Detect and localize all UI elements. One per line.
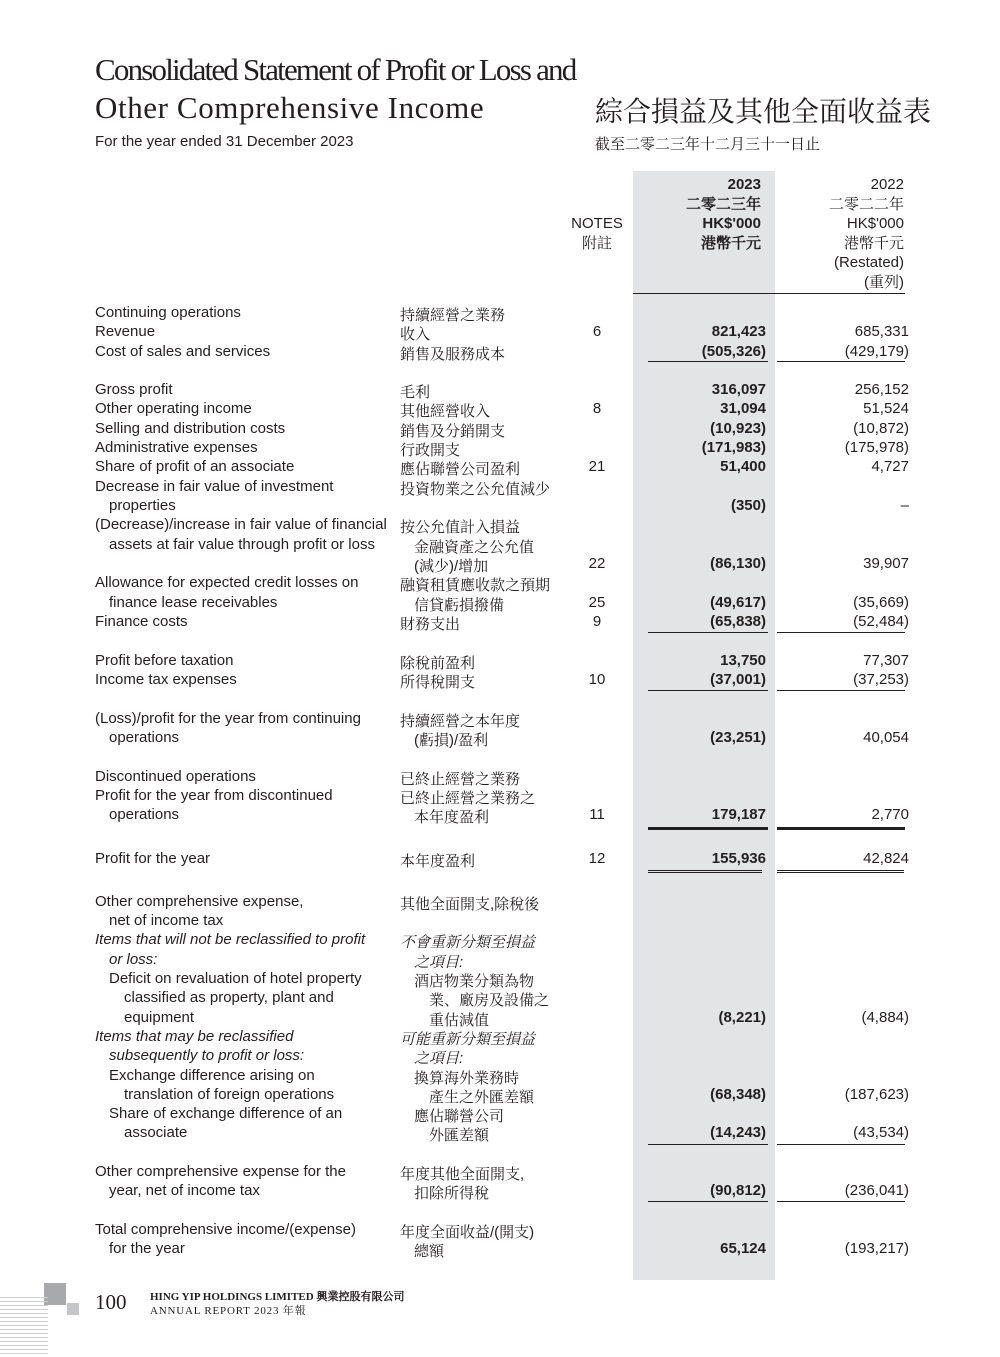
line-item-en: Continuing operations [95,304,241,321]
restated-label: (Restated) [833,254,904,271]
line-item-en: Other comprehensive expense, [95,893,304,910]
value-2023: (10,923) [710,420,766,437]
line-item-zh: 其他經營收入 [400,403,491,420]
value-2022: 77,307 [863,652,909,669]
line-item-zh: 產生之外匯差額 [429,1089,535,1106]
line-item-zh: 可能重新分類至損益 [400,1031,536,1048]
value-2023: 31,094 [720,400,766,417]
line-item-en: finance lease receivables [109,594,278,611]
line-item-en: translation of foreign operations [124,1086,335,1103]
line-item-en: Exchange difference arising on [109,1067,315,1084]
value-2022: 2,770 [871,806,909,823]
line-item-zh: 酒店物業分類為物 [414,973,535,990]
year-2022: 2022 [870,176,904,193]
subtotal-rule-2023 [648,1144,768,1145]
line-item-en: Items that may be reclassified [95,1028,294,1045]
line-item-en: Discontinued operations [95,768,256,785]
line-item-en: (Loss)/profit for the year from continuing [95,710,361,727]
line-item-en: Gross profit [95,381,173,398]
value-2023: 51,400 [720,458,766,475]
restated-label-zh: (重列) [864,273,904,291]
line-item-zh: 毛利 [400,384,431,401]
line-item-en: Cost of sales and services [95,343,271,360]
line-item-en: operations [109,729,180,746]
note-ref: 6 [592,323,602,340]
value-2022: 39,907 [863,555,909,572]
value-2022: (236,041) [844,1182,909,1199]
line-item-zh: 財務支出 [400,616,461,633]
line-item-en: Profit before taxation [95,652,234,669]
line-item-en: Share of profit of an associate [95,458,295,475]
line-item-zh: 應佔聯營公司 [414,1108,505,1125]
value-2023: 316,097 [711,381,766,398]
line-item-en: Profit for the year [95,850,211,867]
thick-rule-2022 [777,827,905,830]
line-item-en: net of income tax [109,912,224,929]
line-item-zh: 其他全面開支,除稅後 [400,896,540,913]
value-2022: (35,669) [853,594,909,611]
title-zh: 綜合損益及其他全面收益表 [595,95,932,128]
line-item-zh: 持續經營之業務 [400,307,506,324]
line-item-zh: 不會重新分類至損益 [400,934,536,951]
line-item-en: classified as property, plant and [124,989,334,1006]
subtotal-rule-2023 [648,632,768,633]
year-2023: 2023 [727,176,761,193]
line-item-zh: 銷售及服務成本 [400,346,506,363]
value-2022: (37,253) [853,671,909,688]
line-item-zh: (減少)/增加 [414,558,489,575]
line-item-zh: 之項目: [414,1050,464,1067]
value-2023: (86,130) [710,555,766,572]
line-item-zh: 金融資產之公允值 [414,539,535,556]
total-double-rule-2022 [777,870,904,873]
line-item-en: associate [124,1124,188,1141]
line-item-zh: 換算海外業務時 [414,1070,520,1087]
line-item-zh: 信貸虧損撥備 [414,597,505,614]
line-item-zh: 重估減值 [429,1012,490,1029]
value-2023: (23,251) [710,729,766,746]
value-2022: – [900,497,909,514]
value-2023: (8,221) [718,1009,766,1026]
line-item-en: Income tax expenses [95,671,237,688]
line-item-en: Finance costs [95,613,188,630]
footer-square-light [67,1303,79,1315]
note-ref: 8 [592,400,602,417]
currency-2022-zh: 港幣千元 [843,234,904,252]
value-2023: (90,812) [710,1182,766,1199]
subtotal-rule-2022 [777,632,905,633]
line-item-zh: 本年度盈利 [414,809,490,826]
line-item-zh: 年度其他全面開支, [400,1166,525,1183]
line-item-zh: 扣除所得稅 [414,1185,490,1202]
line-item-en: Total comprehensive income/(expense) [95,1221,356,1238]
line-item-zh: 融資租賃應收款之預期 [400,577,551,594]
line-item-en: Selling and distribution costs [95,420,286,437]
line-item-en: Other operating income [95,400,252,417]
value-2022: (187,623) [844,1086,909,1103]
value-2023: (14,243) [710,1124,766,1141]
line-item-en: Items that will not be reclassified to profit [95,931,366,948]
line-item-zh: 已終止經營之業務之 [400,790,536,807]
value-2023: (65,838) [710,613,766,630]
subtotal-rule-2023 [648,361,768,362]
value-2022: 256,152 [854,381,909,398]
line-item-zh: 已終止經營之業務 [400,771,521,788]
line-item-zh: 持續經營之本年度 [400,713,521,730]
line-item-zh: 總額 [414,1243,445,1260]
currency-2023: HK$'000 [702,215,761,232]
value-2022: 4,727 [871,458,909,475]
value-2022: (43,534) [853,1124,909,1141]
line-item-en: assets at fair value through profit or loss [109,536,375,553]
line-item-en: Administrative expenses [95,439,258,456]
value-2023: (350) [730,497,766,514]
value-2022: 51,524 [863,400,909,417]
note-ref: 22 [588,555,606,572]
currency-2022: HK$'000 [846,215,904,232]
line-item-zh: 行政開支 [400,442,461,459]
value-2022: (429,179) [844,343,909,360]
line-item-en: operations [109,806,180,823]
title-en-line1: Consolidated Statement of Profit or Loss and [95,52,576,87]
line-item-en: for the year [109,1240,185,1257]
line-item-zh: 本年度盈利 [400,853,476,870]
line-item-zh: 收入 [400,326,431,343]
year-2022-column-header [700,175,904,292]
value-2023: 13,750 [720,652,766,669]
line-item-zh: 應佔聯營公司盈利 [400,461,521,478]
subtotal-rule-2022 [777,361,905,362]
line-item-zh: (虧損)/盈利 [414,732,489,749]
title-en-line2: Other Comprehensive Income [95,90,485,125]
line-item-zh: 之項目: [414,954,464,971]
value-2023: (171,983) [701,439,766,456]
thick-rule-2023 [648,827,768,830]
notes-header-en: NOTES [571,215,623,232]
value-2022: 685,331 [854,323,909,340]
line-item-zh: 除稅前盈利 [400,655,476,672]
year-2023-zh: 二零二三年 [685,195,761,213]
period-zh: 截至二零二三年十二月三十一日止 [595,136,821,153]
subtotal-rule-2022 [777,1201,905,1202]
line-item-en: Profit for the year from discontinued [95,787,333,804]
note-ref: 21 [588,458,606,475]
value-2022: (52,484) [853,613,909,630]
line-item-en: year, net of income tax [109,1182,260,1199]
value-2022: (193,217) [844,1240,909,1257]
line-item-zh: 外匯差額 [429,1127,490,1144]
line-item-en: Deficit on revaluation of hotel property [109,970,362,987]
company-name: HING YIP HOLDINGS LIMITED 興業控股有限公司 [150,1291,405,1303]
line-item-zh: 業、廠房及設備之 [429,992,550,1009]
value-2022: 42,824 [863,850,909,867]
line-item-en: or loss: [109,951,158,968]
line-item-en: Revenue [95,323,156,340]
line-item-en: Other comprehensive expense for the [95,1163,346,1180]
header-rule [633,293,905,294]
value-2022: 40,054 [863,729,909,746]
value-2023: 179,187 [711,806,766,823]
value-2023: 821,423 [711,323,766,340]
notes-header-zh: 附註 [581,234,612,252]
note-ref: 10 [588,671,606,688]
value-2023: (68,348) [710,1086,766,1103]
subtotal-rule-2023 [648,1201,768,1202]
line-item-en: properties [109,497,176,514]
period-en: For the year ended 31 December 2023 [95,133,354,150]
value-2023: (49,617) [710,594,766,611]
value-2022: (4,884) [861,1009,909,1026]
total-double-rule-2023 [648,870,762,873]
note-ref: 12 [588,850,606,867]
value-2023: 155,936 [711,850,766,867]
value-2023: (37,001) [710,671,766,688]
subtotal-rule-2022 [777,690,905,691]
report-name: ANNUAL REPORT 2023 年報 [150,1305,307,1317]
line-item-en: (Decrease)/increase in fair value of financial [95,516,387,533]
value-2022: (10,872) [853,420,909,437]
line-item-en: Share of exchange difference of an [109,1105,343,1122]
line-item-zh: 所得稅開支 [400,674,476,691]
line-item-en: Allowance for expected credit losses on [95,574,359,591]
currency-2023-zh: 港幣千元 [700,234,761,252]
note-ref: 11 [589,806,605,823]
subtotal-rule-2023 [648,690,768,691]
line-item-en: subsequently to profit or loss: [109,1047,305,1064]
line-item-zh: 銷售及分銷開支 [400,423,506,440]
footer-stripes-decoration [0,1297,48,1357]
line-item-en: equipment [124,1009,195,1026]
line-item-zh: 按公允值計入損益 [400,519,521,536]
line-item-en: Decrease in fair value of investment [95,478,334,495]
note-ref: 9 [592,613,602,630]
value-2023: (505,326) [701,343,766,360]
subtotal-rule-2022 [777,1144,905,1145]
value-2022: (175,978) [844,439,909,456]
year-2022-zh: 二零二二年 [828,195,904,213]
note-ref: 25 [588,594,606,611]
page-number: 100 [95,1290,127,1314]
line-item-zh: 年度全面收益/(開支) [400,1224,535,1241]
value-2023: 65,124 [720,1240,766,1257]
line-item-zh: 投資物業之公允值減少 [400,481,551,498]
